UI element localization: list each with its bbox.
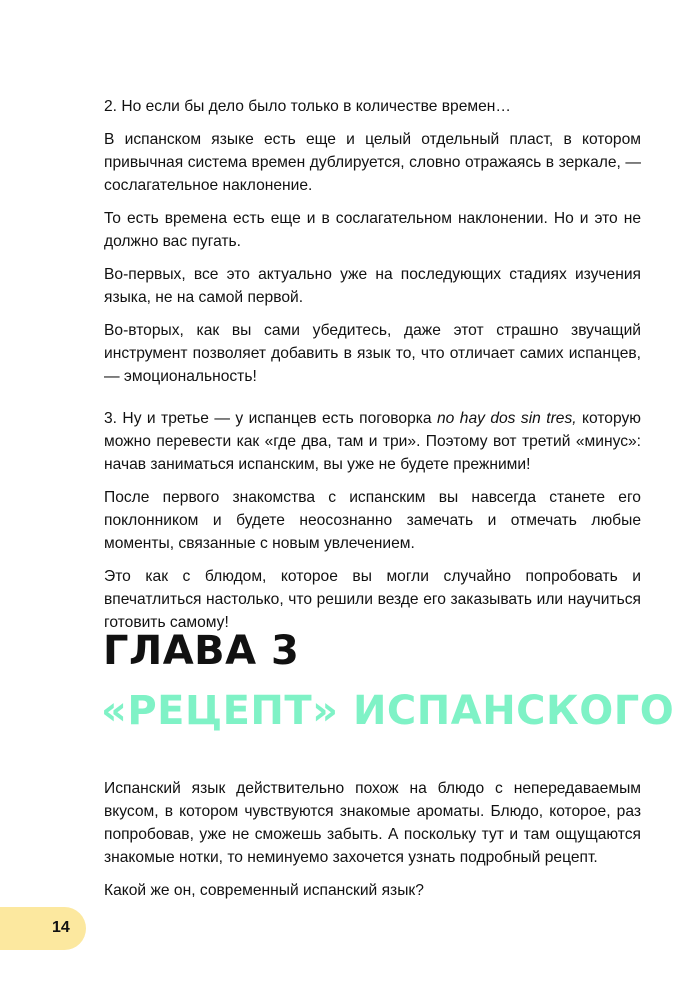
paragraph: То есть времена есть еще и в сослагательном наклонении. Но и это не должно вас пугать. (104, 210, 641, 250)
paragraph-text: которую можно перевести как «где два, там и три». Поэтому вот третий «минус»: начав заниматься испанским, вы уже не будете прежними! (104, 410, 641, 473)
paragraph: Во-первых, все это актуально уже на последующих стадиях изучения языка, не на самой первой. (104, 266, 641, 306)
chapter-text-block (104, 777, 641, 902)
spanish-proverb: no hay dos sin tres, (437, 410, 577, 427)
page-number-tab (0, 907, 86, 950)
paragraph: 2. Но если бы дело было только в количестве времен… (104, 98, 511, 115)
chapter-subtitle: «РЕЦЕПТ» ИСПАНСКОГО (101, 688, 675, 734)
paragraph: Это как с блюдом, которое вы могли случайно попробовать и впечатлиться настолько, что решили везде его заказывать или научиться готовить самому! (104, 568, 641, 631)
intro-text-block (104, 95, 641, 634)
paragraph: В испанском языке есть еще и целый отдельный пласт, в котором привычная система времен дублируется, словно отражаясь в зеркале, — сослагательное наклонение. (104, 131, 641, 194)
paragraph (104, 407, 641, 476)
paragraph-text: 3. Ну и третье — у испанцев есть поговорка (104, 410, 437, 427)
chapter-title: ГЛАВА 3 (103, 628, 300, 674)
paragraph: Какой же он, современный испанский язык? (104, 882, 424, 899)
paragraph: Испанский язык действительно похож на блюдо с непередаваемым вкусом, в котором чувствуются знакомые ароматы. Блюдо, которое, раз попробовав, уже не сможешь забыть. А поскольку тут и там ощущаются знакомые нотки, то неминуемо захочется узнать подробный рецепт. (104, 780, 641, 866)
paragraph: После первого знакомства с испанским вы навсегда станете его поклонником и будете неосознанно замечать и отмечать любые моменты, связанные с новым увлечением. (104, 489, 641, 552)
paragraph: Во-вторых, как вы сами убедитесь, даже этот страшно звучащий инструмент позволяет добавить в язык то, что отличает самих испанцев, — эмоциональность! (104, 322, 641, 385)
page-number: 14 (52, 919, 70, 936)
